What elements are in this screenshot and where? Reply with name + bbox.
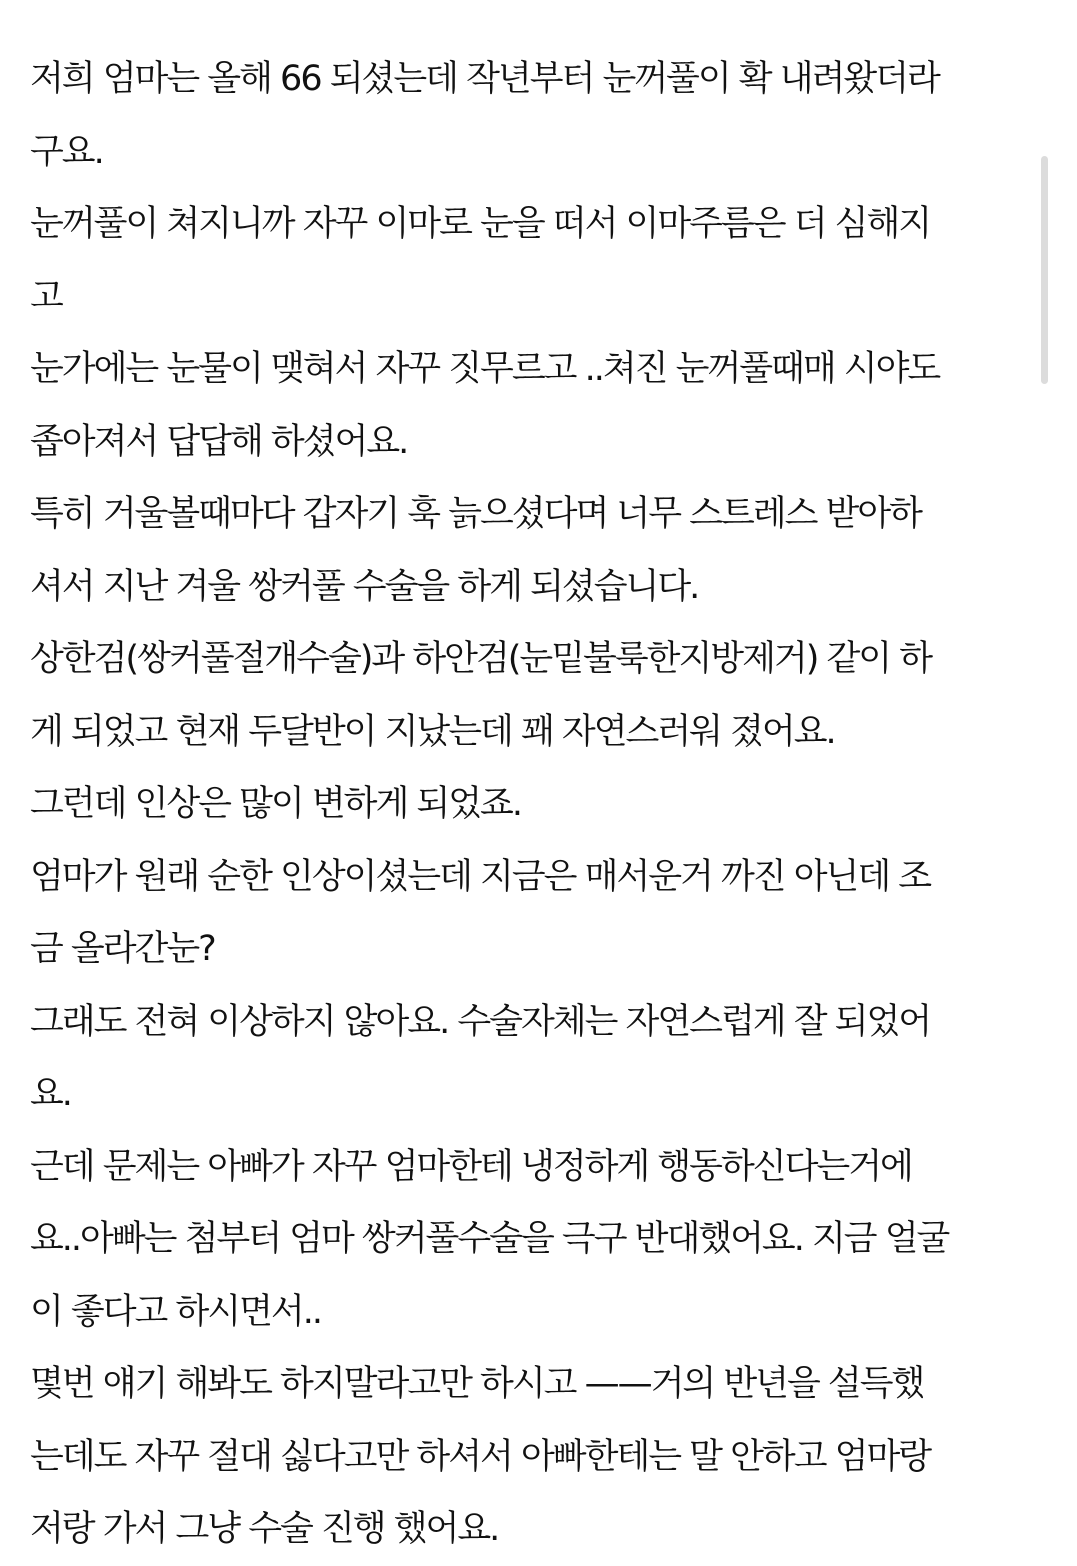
text-line: 상한검(쌍커풀절개수술)과 하안검(눈밑불룩한지방제거) 같이 하 (30, 639, 932, 679)
text-line: 근데 문제는 아빠가 자꾸 엄마한테 냉정하게 행동하신다는거에 (30, 1146, 912, 1187)
text-line: 요..아빠는 첨부터 엄마 쌍커풀수술을 극구 반대했어요. 지금 얼굴 (30, 1219, 949, 1259)
text-line: 금 올라간눈? (30, 929, 215, 969)
text-line: 이 좋다고 하시면서.. (30, 1291, 321, 1332)
text-line: 그래도 전혀 이상하지 않아요. 수술자체는 자연스럽게 잘 되었어 (30, 1001, 931, 1042)
text-line: 눈가에는 눈물이 맺혀서 자꾸 짓무르고 ..쳐진 눈꺼풀때매 시야도 (30, 349, 940, 389)
text-line: 구요. (30, 131, 103, 172)
text-line: 그런데 인상은 많이 변하게 되었죠. (30, 784, 521, 824)
text-line: 특히 거울볼때마다 갑자기 훅 늙으셨다며 너무 스트레스 받아하 (30, 494, 921, 534)
text-line: 고 (30, 276, 62, 317)
text-line: 게 되었고 현재 두달반이 지났는데 꽤 자연스러워 졌어요. (30, 711, 835, 752)
text-line: 눈꺼풀이 쳐지니까 자꾸 이마로 눈을 떠서 이마주름은 더 심해지 (30, 204, 931, 244)
text-line: 몇번 얘기 해봐도 하지말라고만 하시고 ——거의 반년을 설득했 (30, 1364, 924, 1404)
text-line: 요. (30, 1074, 71, 1114)
text-line: 엄마가 원래 순한 인상이셨는데 지금은 매서운거 까진 아닌데 조 (30, 856, 931, 897)
article-body (30, 43, 1054, 1566)
text-line: 저희 엄마는 올해 66 되셨는데 작년부터 눈꺼풀이 확 내려왔더라 (30, 59, 939, 99)
text-line: 는데도 자꾸 절대 싫다고만 하셔서 아빠한테는 말 안하고 엄마랑 (30, 1436, 931, 1477)
text-line: 셔서 지난 겨울 쌍커풀 수술을 하게 되셨습니다. (30, 566, 699, 607)
text-line: 좁아져서 답답해 하셨어요. (30, 421, 408, 462)
text-line: 저랑 가서 그냥 수술 진행 했어요. (30, 1509, 499, 1549)
vertical-scrollbar[interactable] (1041, 156, 1048, 384)
